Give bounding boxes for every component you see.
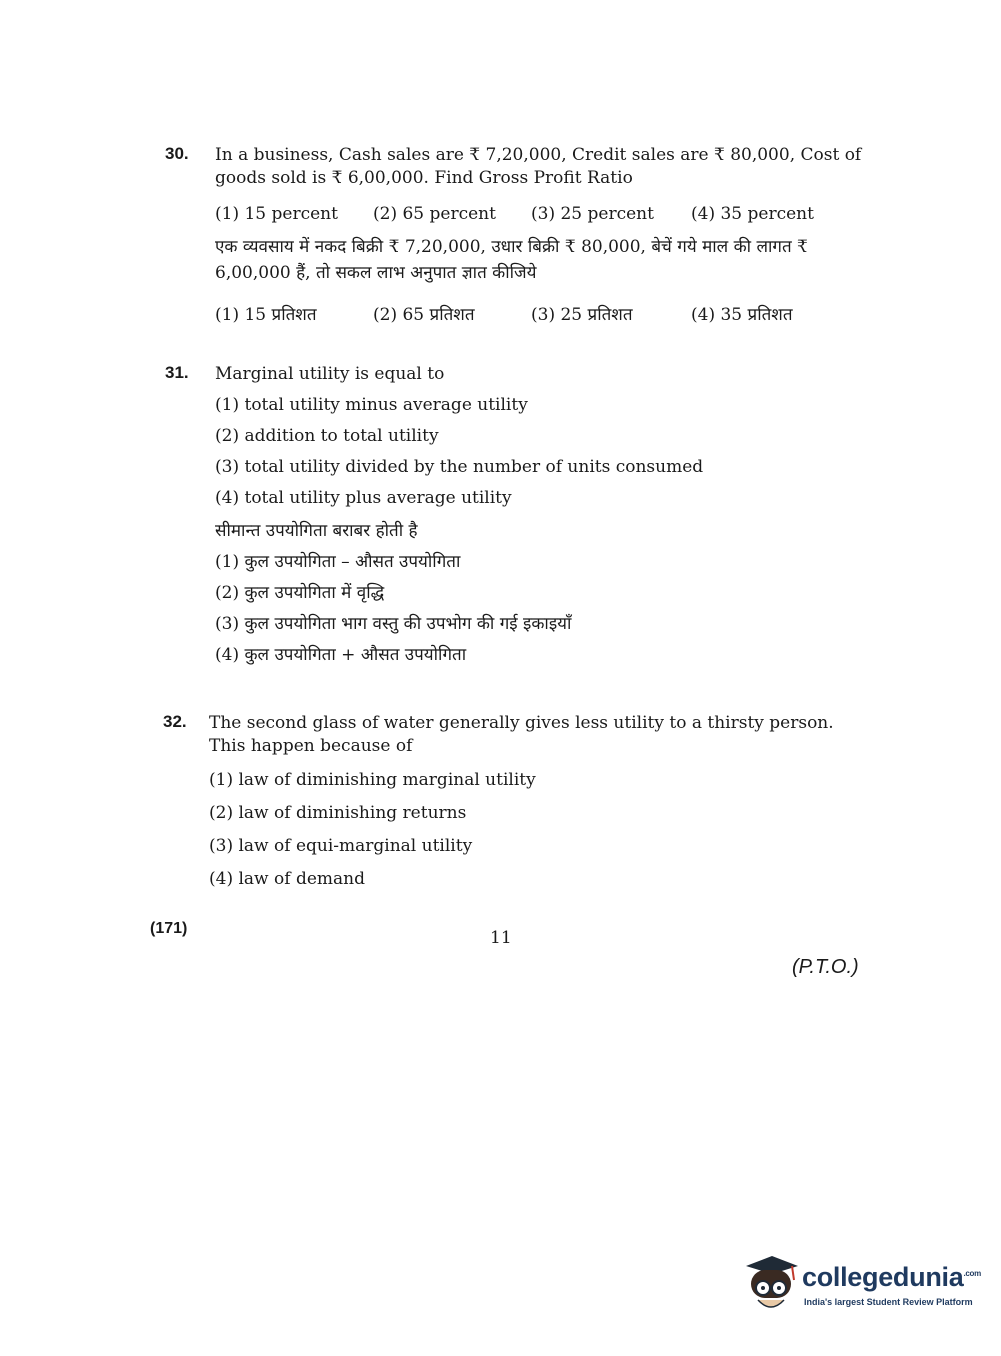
options-hi	[215, 302, 875, 325]
option-4: (4) law of demand	[209, 869, 365, 889]
option-2-hi: (2) कुल उपयोगिता में वृद्धि	[215, 583, 385, 603]
question-number: 30.	[165, 144, 189, 163]
option-2: (2) addition to total utility	[215, 426, 439, 446]
option-1-hi: (1) कुल उपयोगिता – औसत उपयोगिता	[215, 552, 461, 572]
option-4: (4) total utility plus average utility	[215, 488, 512, 508]
option-2: (2) law of diminishing returns	[209, 803, 467, 823]
question-text-hi: एक व्यवसाय में नकद बिक्री ₹ 7,20,000, उधार बिक्री ₹ 80,000, बेचें गये माल की लागत ₹ 6,00,000 हैं, तो सकल लाभ अनुपात ज्ञात कीजिये	[215, 237, 808, 283]
option-3: (3) 25 percent	[531, 204, 654, 224]
option-1: (1) total utility minus average utility	[215, 395, 528, 415]
question-number: 32.	[163, 712, 187, 731]
option-4-hi: (4) 35 प्रतिशत	[691, 305, 793, 325]
option-2-hi: (2) 65 प्रतिशत	[373, 305, 475, 325]
question-31	[165, 363, 875, 671]
question-30	[165, 144, 875, 325]
option-4-hi: (4) कुल उपयोगिता + औसत उपयोगिता	[215, 645, 467, 665]
question-text-en: Marginal utility is equal to	[215, 364, 445, 384]
options-en	[215, 204, 875, 224]
logo-tagline: India's largest Student Review Platform	[804, 1297, 973, 1307]
option-1-hi: (1) 15 प्रतिशत	[215, 305, 317, 325]
option-2: (2) 65 percent	[373, 204, 496, 224]
logo-wordmark: collegedunia	[802, 1262, 964, 1292]
question-text-en: In a business, Cash sales are ₹ 7,20,000, Credit sales are ₹ 80,000, Cost of goods sold is ₹ 6,00,000. Find Gross Profit Ratio	[215, 145, 862, 188]
option-3: (3) law of equi-marginal utility	[209, 836, 473, 856]
option-3-hi: (3) कुल उपयोगिता भाग वस्तु की उपभोग की गई इकाइयाँ	[215, 614, 572, 634]
please-turn-over: (P.T.O.)	[792, 956, 859, 978]
logo-suffix: .com	[963, 1269, 981, 1278]
question-text-en: The second glass of water generally gives less utility to a thirsty person. This happen because of	[209, 713, 834, 756]
option-1: (1) 15 percent	[215, 204, 338, 224]
option-3: (3) total utility divided by the number of units consumed	[215, 457, 704, 477]
page-number: 11	[490, 928, 512, 948]
mascot-graduate-icon	[742, 1252, 802, 1316]
question-text-hi: सीमान्त उपयोगिता बराबर होती है	[215, 521, 418, 541]
question-number: 31.	[165, 363, 189, 382]
collegedunia-logo	[742, 1252, 981, 1316]
option-1: (1) law of diminishing marginal utility	[209, 770, 536, 790]
question-32	[163, 712, 873, 896]
paper-code: (171)	[150, 920, 188, 937]
option-4: (4) 35 percent	[691, 204, 814, 224]
option-3-hi: (3) 25 प्रतिशत	[531, 305, 633, 325]
